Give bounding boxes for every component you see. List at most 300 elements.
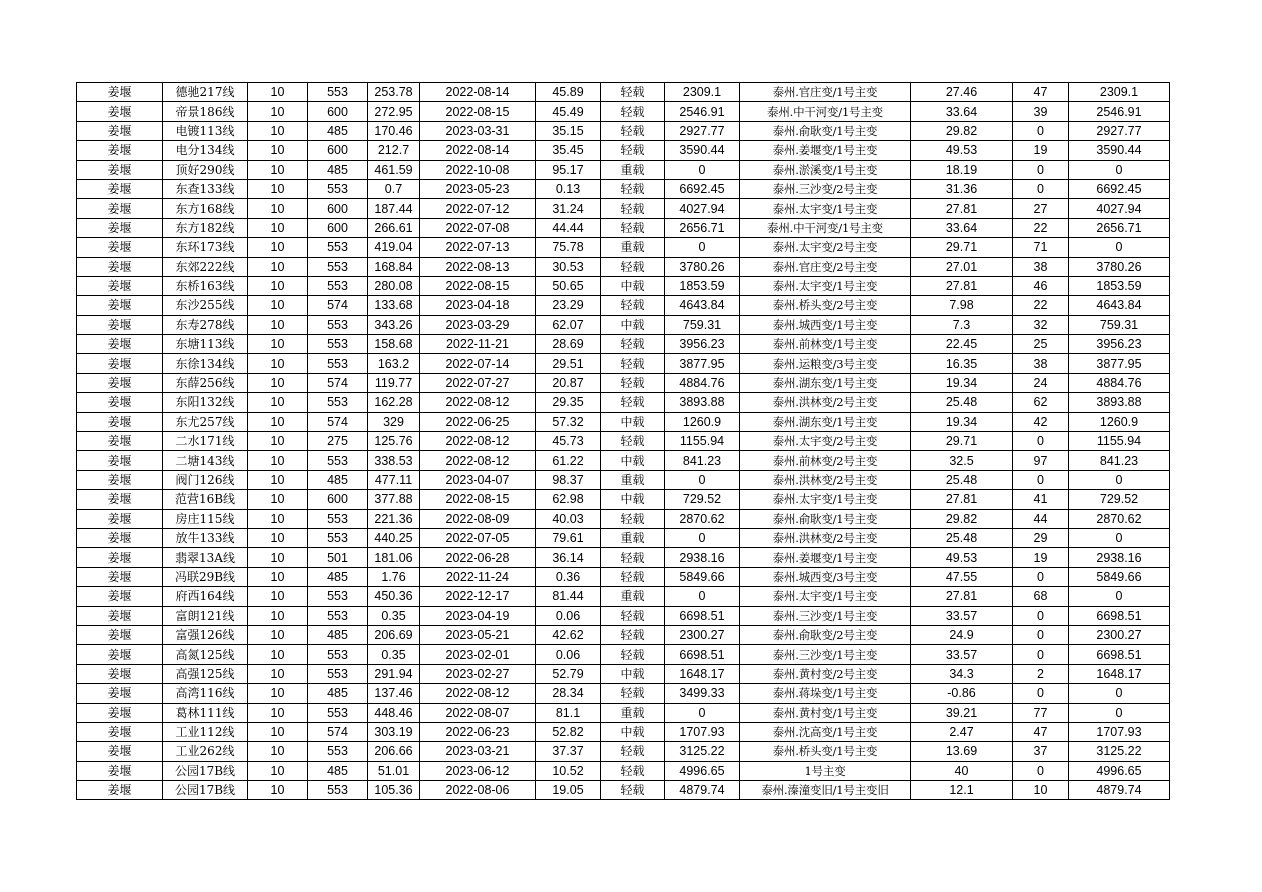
capacity-cell: 553 [308,393,368,412]
voltage-cell: 10 [248,121,308,140]
load-cell: 477.11 [368,470,420,489]
district-cell: 姜堰 [77,160,163,179]
load-rate-cell: 95.17 [536,160,601,179]
load-cell: 181.06 [368,548,420,567]
capacity-cell: 485 [308,121,368,140]
date-cell: 2023-05-23 [420,179,536,198]
capacity-cell: 485 [308,625,368,644]
count-cell: 29 [1013,528,1069,547]
transformer-cell: 泰州.太宇变/2号主变 [740,238,911,257]
date-cell: 2022-07-14 [420,354,536,373]
available-capacity-cell: 4643.84 [665,296,740,315]
count-cell: 47 [1013,83,1069,102]
date-cell: 2022-12-17 [420,587,536,606]
load-rate-cell: 31.24 [536,199,601,218]
transformer-cell: 泰州.太宇变/1号主变 [740,199,911,218]
transformer-cell: 泰州.官庄变/2号主变 [740,257,911,276]
date-cell: 2022-08-07 [420,703,536,722]
voltage-cell: 10 [248,412,308,431]
line-name-cell: 顶好290线 [163,160,248,179]
load-status-cell: 轻载 [601,509,665,528]
table-row [77,373,1170,392]
district-cell: 姜堰 [77,470,163,489]
transformer-load-rate-cell: 22.45 [911,335,1013,354]
available-capacity-cell: 3780.26 [665,257,740,276]
available-capacity-cell: 2870.62 [665,509,740,528]
remaining-capacity-cell: 4884.76 [1069,373,1170,392]
date-cell: 2022-08-12 [420,393,536,412]
table-row [77,528,1170,547]
capacity-cell: 553 [308,257,368,276]
line-name-cell: 房庄115线 [163,509,248,528]
capacity-cell: 600 [308,141,368,160]
table-row [77,703,1170,722]
transformer-load-rate-cell: 33.57 [911,606,1013,625]
table-row [77,625,1170,644]
capacity-cell: 553 [308,606,368,625]
count-cell: 47 [1013,722,1069,741]
transformer-load-rate-cell: 19.34 [911,373,1013,392]
date-cell: 2022-08-14 [420,141,536,160]
capacity-cell: 553 [308,238,368,257]
load-cell: 448.46 [368,703,420,722]
remaining-capacity-cell: 759.31 [1069,315,1170,334]
transformer-cell: 泰州.中干河变/1号主变 [740,218,911,237]
date-cell: 2022-08-15 [420,102,536,121]
count-cell: 38 [1013,354,1069,373]
load-rate-cell: 30.53 [536,257,601,276]
transformer-cell: 泰州.中干河变/1号主变 [740,102,911,121]
district-cell: 姜堰 [77,393,163,412]
capacity-cell: 574 [308,373,368,392]
transformer-load-rate-cell: 29.82 [911,509,1013,528]
line-name-cell: 富强126线 [163,625,248,644]
load-cell: 105.36 [368,781,420,800]
load-cell: 133.68 [368,296,420,315]
line-name-cell: 公园17B线 [163,761,248,780]
district-cell: 姜堰 [77,296,163,315]
district-cell: 姜堰 [77,179,163,198]
transformer-load-rate-cell: 33.57 [911,645,1013,664]
date-cell: 2022-08-12 [420,432,536,451]
load-rate-cell: 35.15 [536,121,601,140]
date-cell: 2022-07-05 [420,528,536,547]
load-status-cell: 轻载 [601,257,665,276]
date-cell: 2023-04-18 [420,296,536,315]
district-cell: 姜堰 [77,742,163,761]
load-status-cell: 中载 [601,412,665,431]
available-capacity-cell: 4884.76 [665,373,740,392]
load-status-cell: 中载 [601,276,665,295]
line-name-cell: 德驰217线 [163,83,248,102]
count-cell: 0 [1013,761,1069,780]
district-cell: 姜堰 [77,451,163,470]
district-cell: 姜堰 [77,567,163,586]
remaining-capacity-cell: 1155.94 [1069,432,1170,451]
district-cell: 姜堰 [77,121,163,140]
capacity-cell: 275 [308,432,368,451]
load-rate-cell: 0.06 [536,645,601,664]
voltage-cell: 10 [248,276,308,295]
available-capacity-cell: 0 [665,587,740,606]
transformer-load-rate-cell: 31.36 [911,179,1013,198]
load-rate-cell: 23.29 [536,296,601,315]
line-name-cell: 冯联29B线 [163,567,248,586]
transformer-load-rate-cell: 25.48 [911,393,1013,412]
transformer-cell: 泰州.前林变/1号主变 [740,335,911,354]
transformer-load-rate-cell: 34.3 [911,664,1013,683]
available-capacity-cell: 4879.74 [665,781,740,800]
transformer-cell: 泰州.太宇变/1号主变 [740,587,911,606]
capacity-cell: 574 [308,412,368,431]
load-rate-cell: 75.78 [536,238,601,257]
line-name-cell: 东薛256线 [163,373,248,392]
table-row [77,276,1170,295]
date-cell: 2022-07-13 [420,238,536,257]
table-row [77,335,1170,354]
date-cell: 2023-04-07 [420,470,536,489]
date-cell: 2022-08-12 [420,684,536,703]
count-cell: 0 [1013,625,1069,644]
capacity-cell: 485 [308,684,368,703]
load-rate-cell: 50.65 [536,276,601,295]
count-cell: 42 [1013,412,1069,431]
line-name-cell: 东桥163线 [163,276,248,295]
transformer-load-rate-cell: 19.34 [911,412,1013,431]
load-status-cell: 中载 [601,490,665,509]
available-capacity-cell: 1155.94 [665,432,740,451]
load-status-cell: 中载 [601,315,665,334]
transformer-load-rate-cell: 2.47 [911,722,1013,741]
line-name-cell: 东方168线 [163,199,248,218]
load-cell: 125.76 [368,432,420,451]
load-cell: 266.61 [368,218,420,237]
load-status-cell: 轻载 [601,179,665,198]
transformer-cell: 泰州.运粮变/3号主变 [740,354,911,373]
date-cell: 2022-08-15 [420,490,536,509]
remaining-capacity-cell: 4027.94 [1069,199,1170,218]
table-row [77,567,1170,586]
remaining-capacity-cell: 841.23 [1069,451,1170,470]
load-cell: 119.77 [368,373,420,392]
load-status-cell: 中载 [601,722,665,741]
load-cell: 419.04 [368,238,420,257]
district-cell: 姜堰 [77,781,163,800]
remaining-capacity-cell: 0 [1069,587,1170,606]
table-row [77,548,1170,567]
transformer-cell: 泰州.洪林变/2号主变 [740,470,911,489]
load-cell: 253.78 [368,83,420,102]
district-cell: 姜堰 [77,432,163,451]
data-table [76,82,1170,800]
transformer-cell: 泰州.湖东变/1号主变 [740,412,911,431]
remaining-capacity-cell: 0 [1069,470,1170,489]
table-row [77,257,1170,276]
load-cell: 0.35 [368,606,420,625]
district-cell: 姜堰 [77,722,163,741]
capacity-cell: 553 [308,664,368,683]
load-cell: 0.7 [368,179,420,198]
load-cell: 51.01 [368,761,420,780]
capacity-cell: 553 [308,276,368,295]
date-cell: 2022-11-24 [420,567,536,586]
load-cell: 206.66 [368,742,420,761]
line-name-cell: 东沙255线 [163,296,248,315]
load-rate-cell: 45.89 [536,83,601,102]
transformer-load-rate-cell: 39.21 [911,703,1013,722]
load-status-cell: 轻载 [601,393,665,412]
transformer-cell: 泰州.太宇变/1号主变 [740,276,911,295]
transformer-cell: 泰州.沈高变/1号主变 [740,722,911,741]
line-name-cell: 东郊222线 [163,257,248,276]
district-cell: 姜堰 [77,199,163,218]
load-rate-cell: 0.13 [536,179,601,198]
load-cell: 212.7 [368,141,420,160]
capacity-cell: 485 [308,470,368,489]
table-row [77,606,1170,625]
transformer-cell: 泰州.三沙变/1号主变 [740,606,911,625]
available-capacity-cell: 2656.71 [665,218,740,237]
transformer-load-rate-cell: 27.81 [911,587,1013,606]
count-cell: 22 [1013,296,1069,315]
available-capacity-cell: 0 [665,703,740,722]
voltage-cell: 10 [248,606,308,625]
count-cell: 0 [1013,606,1069,625]
date-cell: 2023-03-29 [420,315,536,334]
table-row [77,83,1170,102]
transformer-load-rate-cell: 13.69 [911,742,1013,761]
load-status-cell: 轻载 [601,373,665,392]
district-cell: 姜堰 [77,490,163,509]
date-cell: 2022-06-25 [420,412,536,431]
voltage-cell: 10 [248,218,308,237]
line-name-cell: 府西164线 [163,587,248,606]
transformer-cell: 泰州.三沙变/2号主变 [740,179,911,198]
voltage-cell: 10 [248,490,308,509]
load-status-cell: 轻载 [601,432,665,451]
voltage-cell: 10 [248,528,308,547]
district-cell: 姜堰 [77,373,163,392]
date-cell: 2023-06-12 [420,761,536,780]
load-status-cell: 重载 [601,587,665,606]
voltage-cell: 10 [248,684,308,703]
line-name-cell: 公园17B线 [163,781,248,800]
load-rate-cell: 52.82 [536,722,601,741]
transformer-cell: 泰州.城西变/3号主变 [740,567,911,586]
load-cell: 168.84 [368,257,420,276]
line-name-cell: 高湾116线 [163,684,248,703]
line-name-cell: 东寿278线 [163,315,248,334]
transformer-cell: 泰州.洪林变/2号主变 [740,393,911,412]
date-cell: 2022-06-23 [420,722,536,741]
remaining-capacity-cell: 4996.65 [1069,761,1170,780]
load-rate-cell: 28.69 [536,335,601,354]
remaining-capacity-cell: 1648.17 [1069,664,1170,683]
count-cell: 22 [1013,218,1069,237]
table-row [77,393,1170,412]
line-name-cell: 翡翠13A线 [163,548,248,567]
line-name-cell: 帝景186线 [163,102,248,121]
load-rate-cell: 62.98 [536,490,601,509]
capacity-cell: 553 [308,742,368,761]
capacity-cell: 600 [308,102,368,121]
load-cell: 206.69 [368,625,420,644]
load-cell: 291.94 [368,664,420,683]
count-cell: 24 [1013,373,1069,392]
transformer-cell: 泰州.太宇变/1号主变 [740,490,911,509]
load-status-cell: 轻载 [601,83,665,102]
transformer-cell: 泰州.黄村变/2号主变 [740,664,911,683]
table-row [77,664,1170,683]
line-name-cell: 二水171线 [163,432,248,451]
load-cell: 303.19 [368,722,420,741]
remaining-capacity-cell: 5849.66 [1069,567,1170,586]
date-cell: 2023-02-27 [420,664,536,683]
available-capacity-cell: 1853.59 [665,276,740,295]
count-cell: 77 [1013,703,1069,722]
district-cell: 姜堰 [77,238,163,257]
voltage-cell: 10 [248,761,308,780]
load-cell: 440.25 [368,528,420,547]
date-cell: 2022-10-08 [420,160,536,179]
date-cell: 2023-04-19 [420,606,536,625]
line-name-cell: 东塘113线 [163,335,248,354]
transformer-load-rate-cell: 7.98 [911,296,1013,315]
available-capacity-cell: 729.52 [665,490,740,509]
transformer-load-rate-cell: 16.35 [911,354,1013,373]
count-cell: 39 [1013,102,1069,121]
count-cell: 19 [1013,141,1069,160]
transformer-load-rate-cell: 49.53 [911,141,1013,160]
line-name-cell: 工业262线 [163,742,248,761]
available-capacity-cell: 3499.33 [665,684,740,703]
table-row [77,315,1170,334]
transformer-cell: 泰州.黄村变/1号主变 [740,703,911,722]
transformer-cell: 泰州.淤溪变/1号主变 [740,160,911,179]
available-capacity-cell: 3125.22 [665,742,740,761]
available-capacity-cell: 2309.1 [665,83,740,102]
district-cell: 姜堰 [77,509,163,528]
transformer-load-rate-cell: 27.01 [911,257,1013,276]
transformer-cell: 泰州.官庄变/1号主变 [740,83,911,102]
district-cell: 姜堰 [77,141,163,160]
line-name-cell: 富朗121线 [163,606,248,625]
voltage-cell: 10 [248,83,308,102]
date-cell: 2022-07-27 [420,373,536,392]
load-rate-cell: 44.44 [536,218,601,237]
voltage-cell: 10 [248,742,308,761]
remaining-capacity-cell: 2656.71 [1069,218,1170,237]
line-name-cell: 电镀113线 [163,121,248,140]
load-rate-cell: 0.36 [536,567,601,586]
transformer-cell: 泰州.桥头变/1号主变 [740,742,911,761]
available-capacity-cell: 0 [665,160,740,179]
remaining-capacity-cell: 3877.95 [1069,354,1170,373]
voltage-cell: 10 [248,587,308,606]
line-name-cell: 葛林111线 [163,703,248,722]
date-cell: 2022-11-21 [420,335,536,354]
transformer-cell: 泰州.俞耿变/1号主变 [740,509,911,528]
load-status-cell: 中载 [601,664,665,683]
transformer-load-rate-cell: 25.48 [911,528,1013,547]
remaining-capacity-cell: 2309.1 [1069,83,1170,102]
date-cell: 2022-08-06 [420,781,536,800]
load-rate-cell: 61.22 [536,451,601,470]
load-rate-cell: 42.62 [536,625,601,644]
load-cell: 343.26 [368,315,420,334]
remaining-capacity-cell: 3893.88 [1069,393,1170,412]
line-name-cell: 电分134线 [163,141,248,160]
voltage-cell: 10 [248,625,308,644]
available-capacity-cell: 2546.91 [665,102,740,121]
remaining-capacity-cell: 2546.91 [1069,102,1170,121]
transformer-load-rate-cell: 27.46 [911,83,1013,102]
load-status-cell: 轻载 [601,742,665,761]
count-cell: 0 [1013,684,1069,703]
line-name-cell: 阀门126线 [163,470,248,489]
load-status-cell: 轻载 [601,567,665,586]
date-cell: 2023-05-21 [420,625,536,644]
load-rate-cell: 81.1 [536,703,601,722]
transformer-load-rate-cell: -0.86 [911,684,1013,703]
district-cell: 姜堰 [77,606,163,625]
transformer-cell: 泰州.桥头变/2号主变 [740,296,911,315]
load-rate-cell: 10.52 [536,761,601,780]
load-rate-cell: 29.51 [536,354,601,373]
load-cell: 280.08 [368,276,420,295]
transformer-load-rate-cell: 27.81 [911,490,1013,509]
count-cell: 25 [1013,335,1069,354]
load-cell: 158.68 [368,335,420,354]
load-cell: 163.2 [368,354,420,373]
available-capacity-cell: 5849.66 [665,567,740,586]
load-status-cell: 重载 [601,528,665,547]
table-row [77,761,1170,780]
date-cell: 2022-08-13 [420,257,536,276]
load-status-cell: 重载 [601,470,665,489]
available-capacity-cell: 0 [665,238,740,257]
remaining-capacity-cell: 0 [1069,238,1170,257]
capacity-cell: 553 [308,509,368,528]
count-cell: 0 [1013,179,1069,198]
remaining-capacity-cell: 4879.74 [1069,781,1170,800]
count-cell: 10 [1013,781,1069,800]
count-cell: 0 [1013,432,1069,451]
remaining-capacity-cell: 0 [1069,703,1170,722]
district-cell: 姜堰 [77,102,163,121]
voltage-cell: 10 [248,315,308,334]
capacity-cell: 553 [308,587,368,606]
voltage-cell: 10 [248,432,308,451]
capacity-cell: 600 [308,490,368,509]
district-cell: 姜堰 [77,587,163,606]
load-status-cell: 轻载 [601,625,665,644]
date-cell: 2023-03-21 [420,742,536,761]
district-cell: 姜堰 [77,315,163,334]
remaining-capacity-cell: 1707.93 [1069,722,1170,741]
transformer-load-rate-cell: 12.1 [911,781,1013,800]
table-row [77,160,1170,179]
table-row [77,722,1170,741]
load-status-cell: 轻载 [601,606,665,625]
table-row [77,684,1170,703]
table-row [77,199,1170,218]
district-cell: 姜堰 [77,528,163,547]
available-capacity-cell: 2927.77 [665,121,740,140]
table-row [77,296,1170,315]
load-status-cell: 重载 [601,703,665,722]
table-row [77,587,1170,606]
